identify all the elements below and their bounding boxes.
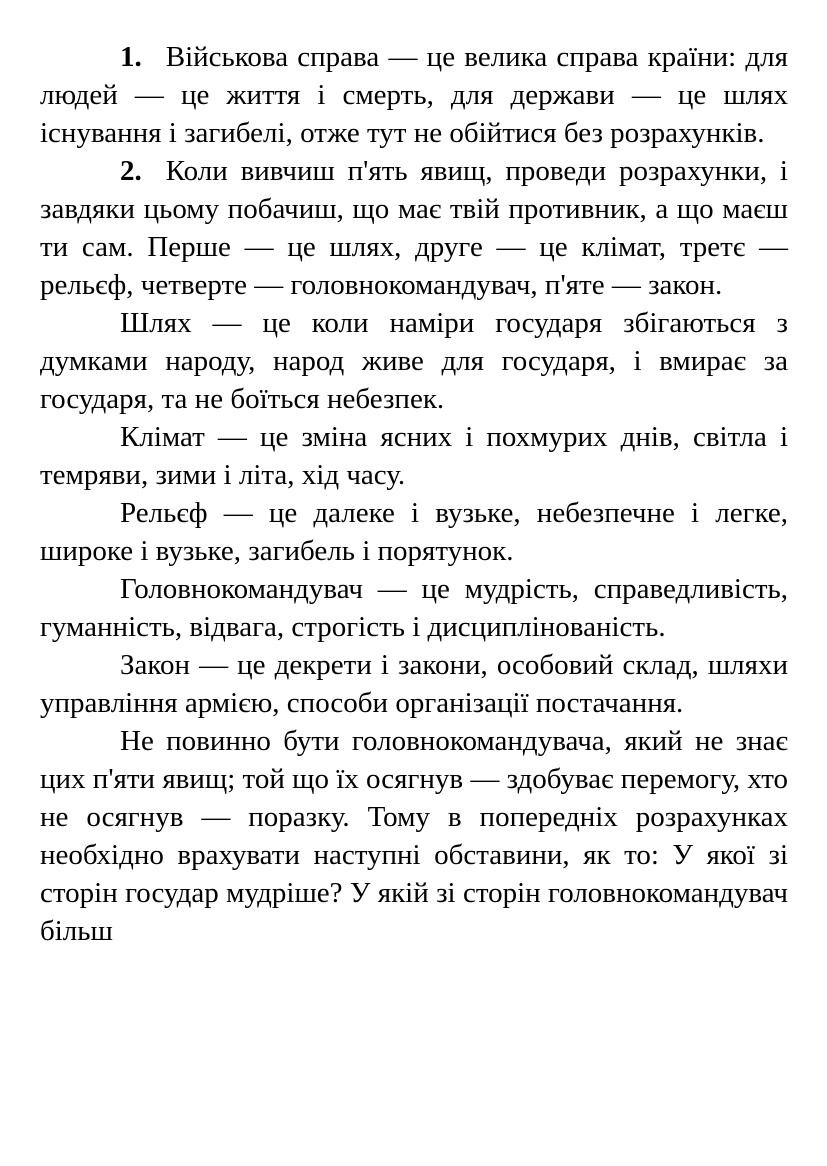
paragraph-climate [40, 418, 788, 494]
paragraph-text: Не повинно бути головнокомандувача, який не знає цих п'яти явищ; той що їх осягнув — здобуває перемогу, хто не осягнув — поразку. Тому в попередніх розрахунках необхідно врахувати наступні обставини, як то: У якої зі сторін государ мудріше? У якій зі сторін головнокомандувач більш [40, 725, 788, 947]
paragraph-law [40, 646, 788, 722]
paragraph-2 [40, 152, 788, 304]
paragraph-text: Рельєф — це далеке і вузьке, небезпечне і легке, широке і вузьке, загибель і порятунок. [40, 497, 788, 567]
paragraph-1 [40, 38, 788, 152]
paragraph-text: Коли вивчиш п'ять явищ, проведи розрахунки, і завдяки цьому побачиш, що має твій противник, а що маєш ти сам. Перше — це шлях, друге — це клімат, третє — рельєф, четверте — головнокомандувач, п'яте — закон. [40, 155, 788, 301]
paragraph-number: 2. [120, 155, 142, 187]
paragraph-text: Головнокомандувач — це мудрість, справедливість, гуманність, відвага, строгість і дисциплінованість. [40, 573, 788, 643]
paragraph-text: Військова справа — це велика справа країни: для людей — це життя і смерть, для держави — це шлях існування і загибелі, отже тут не обійтися без розрахунків. [40, 41, 788, 149]
paragraph-text: Закон — це декрети і закони, особовий склад, шляхи управління армією, способи організації постачання. [40, 649, 788, 719]
paragraph-text: Клімат — це зміна ясних і похмурих днів, світла і темряви, зими і літа, хід часу. [40, 421, 788, 491]
paragraph-terrain [40, 494, 788, 570]
paragraph-way [40, 304, 788, 418]
paragraph-text: Шлях — це коли наміри государя збігаються з думками народу, народ живе для государя, і вмирає за государя, та не боїться небезпек. [40, 307, 788, 415]
paragraph-number: 1. [120, 41, 142, 73]
document-page [40, 38, 788, 950]
paragraph-conclusion [40, 722, 788, 950]
paragraph-commander [40, 570, 788, 646]
